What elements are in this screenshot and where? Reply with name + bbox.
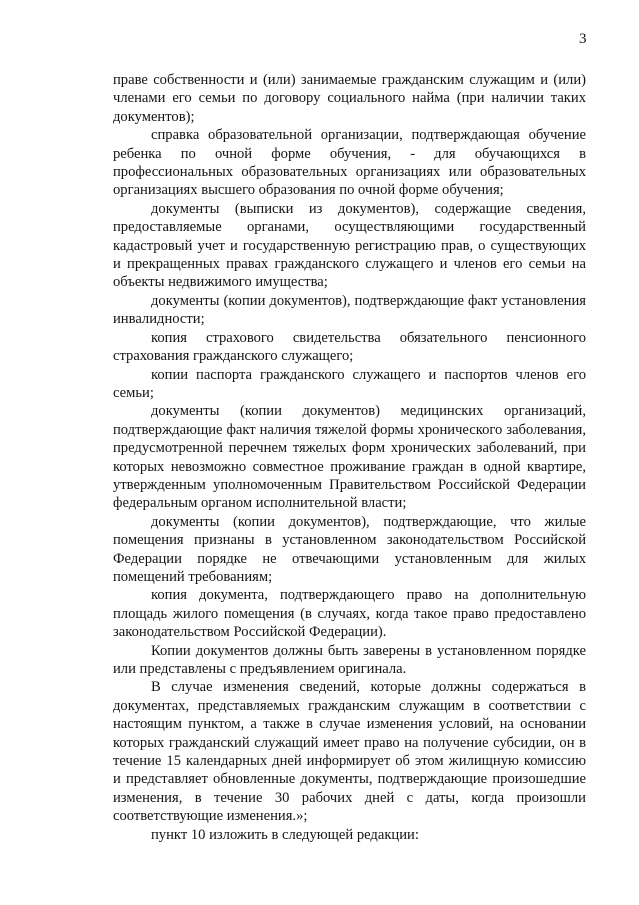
paragraph: В случае изменения сведений, которые должны содержаться в документах, представляемых гражданским служащим в соответствии с настоящим пунктом, а также в случае изменения условий, на основании которых гражданский служащий имеет право на получение субсидии, он в течение 15 календарных дней информирует об этом жилищную комиссию и представляет обновленные документы, подтверждающие произошедшие изменения, в течение 30 рабочих дней с даты, когда произошли соответствующие изменения.»;: [113, 679, 586, 825]
paragraph: документы (копии документов), подтверждающие факт установления инвалидности;: [113, 292, 586, 328]
paragraph: копии паспорта гражданского служащего и паспортов членов его семьи;: [113, 366, 586, 401]
paragraph: Копии документов должны быть заверены в установленном порядке или представлены с предъявлением оригинала.: [113, 642, 586, 677]
paragraph: справка образовательной организации, подтверждающая обучение ребенка по очной форме обучения, - для обучающихся в профессиональных образовательных организациях или образовательных организациях высшего образования по очной форме обучения;: [113, 127, 586, 199]
paragraph: документы (выписки из документов), содержащие сведения, предоставляемые органами, осуществляющими государственный кадастровый учет и государственную регистрацию прав, о существующих и прекращенных правах гражданского служащего и членов его семьи на объекты недвижимого имущества;: [113, 200, 586, 291]
document-body: [113, 71, 586, 844]
paragraph: пункт 10 изложить в следующей редакции:: [151, 826, 419, 843]
paragraph: документы (копии документов), подтверждающие, что жилые помещения признаны в установленном законодательством Российской Федерации порядке не отвечающими установленным для жилых помещений требованиям;: [113, 513, 586, 585]
paragraph: копия документа, подтверждающего право на дополнительную площадь жилого помещения (в случаях, когда такое право предоставлено законодательством Российской Федерации).: [113, 587, 586, 641]
page-number: 3: [579, 31, 587, 47]
paragraph: праве собственности и (или) занимаемые гражданским служащим и (или) членами его семьи по договору социального найма (при наличии таких документов);: [113, 72, 586, 125]
paragraph: копия страхового свидетельства обязательного пенсионного страхования гражданского служащего;: [113, 329, 586, 365]
paragraph: документы (копии документов) медицинских организаций, подтверждающие факт наличия тяжелой формы хронического заболевания, предусмотренной перечнем тяжелых форм хронических заболеваний, при которых невозможно совместное проживание граждан в одной квартире, утвержденным уполномоченным Правительством Российской Федерации федеральным органом исполнительной власти;: [113, 403, 586, 512]
